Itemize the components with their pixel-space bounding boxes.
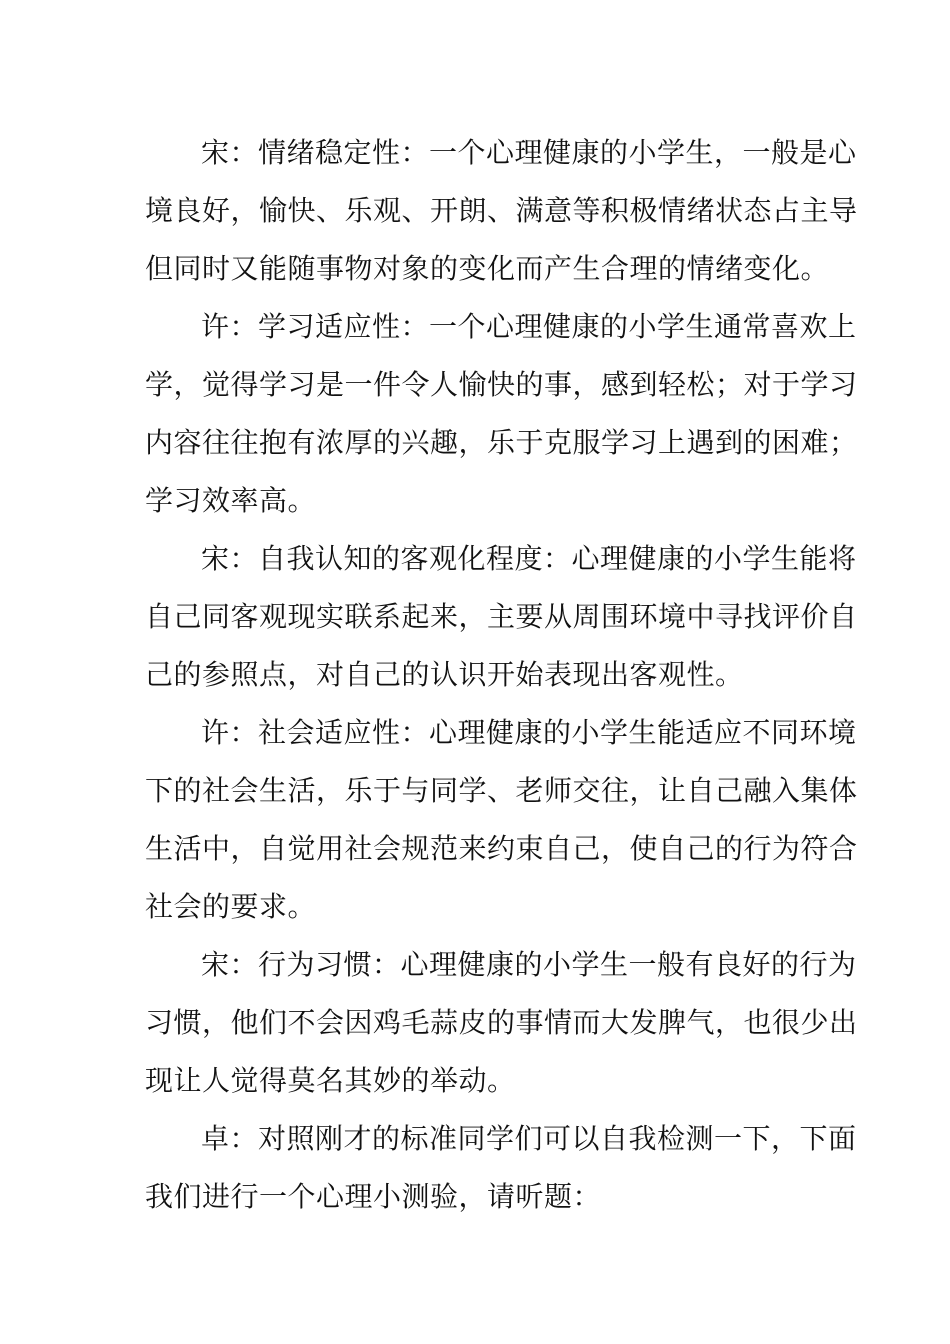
text-line: 己的参照点，对自己的认识开始表现出客观性。: [145, 658, 744, 691]
paragraph-song-emotional-stability: [145, 124, 858, 298]
text-line: 许：社会适应性：心理健康的小学生能适应不同环境: [201, 716, 857, 749]
text-line: 但同时又能随事物对象的变化而产生合理的情绪变化。: [145, 252, 830, 285]
paragraph-xu-social-adaptability: [145, 704, 858, 936]
paragraph-zhuo-self-test: [145, 1110, 857, 1226]
text-line: 内容往往抱有浓厚的兴趣，乐于克服学习上遇到的困难；: [145, 426, 858, 459]
text-line: 境良好，愉快、乐观、开朗、满意等积极情绪状态占主导: [145, 194, 858, 227]
text-line: 卓：对照刚才的标准同学们可以自我检测一下，下面: [201, 1122, 857, 1155]
text-line: 现让人觉得莫名其妙的举动。: [145, 1064, 516, 1097]
text-line: 学习效率高。: [145, 484, 317, 517]
text-line: 自己同客观现实联系起来，主要从周围环境中寻找评价自: [145, 600, 858, 633]
text-line: 我们进行一个心理小测验，请听题：: [145, 1180, 602, 1213]
text-line: 学，觉得学习是一件令人愉快的事，感到轻松；对于学习: [145, 368, 858, 401]
text-line: 宋：情绪稳定性：一个心理健康的小学生，一般是心: [201, 136, 857, 169]
text-line: 社会的要求。: [145, 890, 317, 923]
document-body: [145, 124, 858, 1226]
paragraph-song-self-cognition: [145, 530, 858, 704]
text-line: 习惯，他们不会因鸡毛蒜皮的事情而大发脾气，也很少出: [145, 1006, 858, 1039]
text-line: 生活中，自觉用社会规范来约束自己，使自己的行为符合: [145, 832, 858, 865]
text-line: 宋：行为习惯：心理健康的小学生一般有良好的行为: [201, 948, 857, 981]
paragraph-song-behavior-habits: [145, 936, 858, 1110]
text-line: 宋：自我认知的客观化程度：心理健康的小学生能将: [201, 542, 857, 575]
paragraph-xu-learning-adaptability: [145, 298, 858, 530]
text-line: 许：学习适应性：一个心理健康的小学生通常喜欢上: [201, 310, 857, 343]
text-line: 下的社会生活，乐于与同学、老师交往，让自己融入集体: [145, 774, 858, 807]
